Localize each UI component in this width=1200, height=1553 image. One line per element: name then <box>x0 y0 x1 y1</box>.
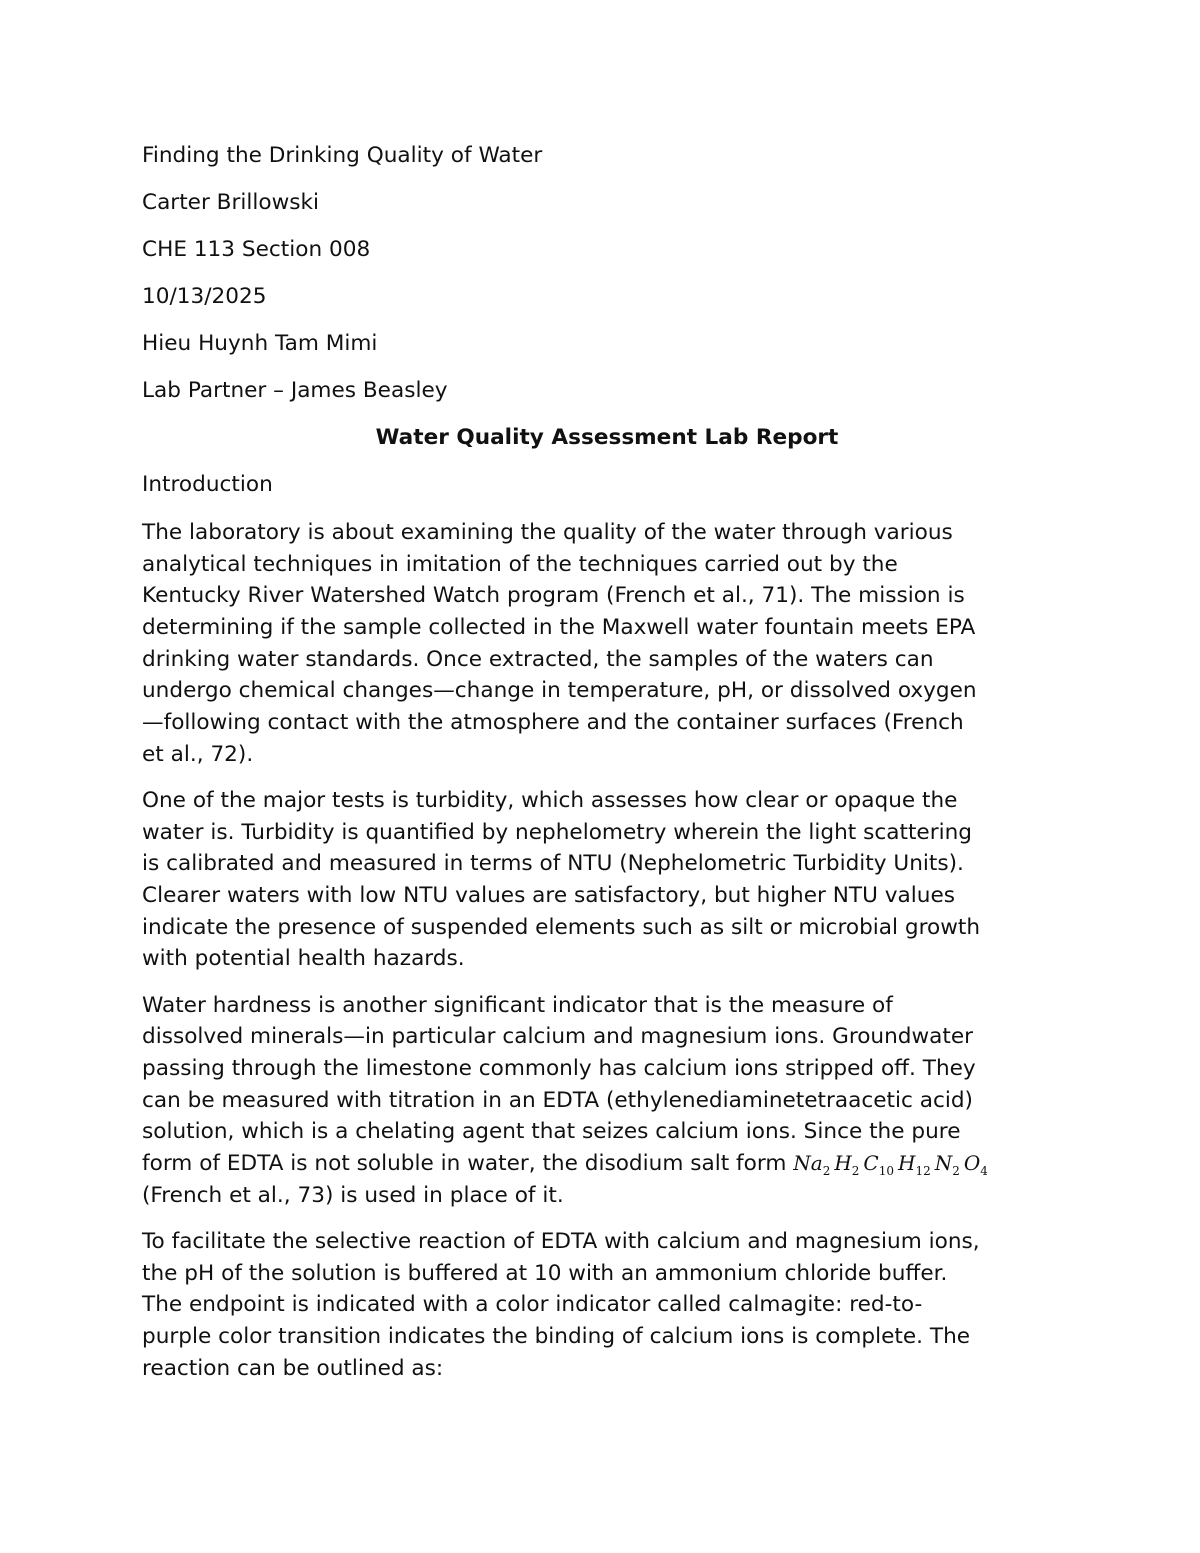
text-line: One of the major tests is turbidity, which assesses how clear or opaque the <box>142 788 958 813</box>
text-line: undergo chemical changes—change in temperature, pH, or dissolved oxygen <box>142 678 977 704</box>
text-line: purple color transition indicates the binding of calcium ions is complete. The <box>142 1324 971 1349</box>
text-line: is calibrated and measured in terms of NTU (Nephelometric Turbidity Units). <box>142 851 964 877</box>
formula-subscript: 10 <box>878 1164 895 1179</box>
text-line: with potential health hazards. <box>142 946 465 972</box>
formula-element: $O_4$ <box>963 1151 988 1179</box>
document-page <box>142 141 1072 1399</box>
section-heading: Introduction <box>142 472 273 497</box>
paragraph <box>142 785 1072 975</box>
paragraph <box>142 1226 1072 1384</box>
formula-element: $C_{10}$ <box>863 1151 895 1179</box>
text-line: the pH of the solution is buffered at 10 with an ammonium chloride buffer. <box>142 1260 948 1286</box>
report-name: Finding the Drinking Quality of Water <box>142 143 543 168</box>
paragraph <box>142 517 1072 771</box>
text-line: form of EDTA is not soluble in water, the disodium salt form $Na_2$ $H_2$ $C_{10}$ $H_{12}$ $N_2$ $O_4$ <box>142 1148 1072 1180</box>
text-line: —following contact with the atmosphere and the container surfaces (French <box>142 710 964 736</box>
formula-subscript: 2 <box>851 1164 860 1179</box>
author: Carter Brillowski <box>142 190 319 215</box>
lab-partner: Lab Partner – James Beasley <box>142 378 448 403</box>
text-line: water is. Turbidity is quantified by nephelometry wherein the light scattering <box>142 819 972 845</box>
text-line: dissolved minerals—in particular calcium and magnesium ions. Groundwater <box>142 1024 974 1050</box>
formula-element: $H_2$ <box>834 1151 860 1179</box>
text-line: To facilitate the selective reaction of EDTA with calcium and magnesium ions, <box>142 1228 980 1254</box>
formula-element: $Na_2$ <box>793 1151 831 1179</box>
text-line: Water hardness is another significant indicator that is the measure of <box>142 992 893 1018</box>
text-line: Clearer waters with low NTU values are satisfactory, but higher NTU values <box>142 883 956 909</box>
text-line: drinking water standards. Once extracted, the samples of the waters can <box>142 646 934 672</box>
text-line: (French et al., 73) is used in place of it. <box>142 1182 564 1208</box>
formula-subscript: 4 <box>980 1164 988 1179</box>
text-line: indicate the presence of suspended elements such as silt or microbial growth <box>142 914 981 940</box>
formula-subscript: 12 <box>915 1164 931 1179</box>
text-line: et al., 72). <box>142 741 254 767</box>
header-block <box>142 141 1072 423</box>
body-text <box>142 517 1072 1384</box>
instructor: Hieu Huynh Tam Mimi <box>142 331 378 356</box>
formula-element: $H_{12}$ <box>898 1151 931 1179</box>
text-line: can be measured with titration in an EDTA (ethylenediaminetetraacetic acid) <box>142 1087 973 1113</box>
text-line: Kentucky River Watershed Watch program (French et al., 71). The mission is <box>142 583 965 609</box>
course: CHE 113 Section 008 <box>142 237 371 262</box>
text-line: passing through the limestone commonly has calcium ions stripped off. They <box>142 1056 976 1081</box>
page-title: Water Quality Assessment Lab Report <box>375 425 839 450</box>
text-line: determining if the sample collected in the Maxwell water fountain meets EPA <box>142 615 976 641</box>
text-line: solution, which is a chelating agent that seizes calcium ions. Since the pure <box>142 1119 961 1145</box>
paragraph <box>142 990 1072 1212</box>
text-line: The laboratory is about examining the quality of the water through various <box>142 520 953 545</box>
text-line: The endpoint is indicated with a color indicator called calmagite: red-to- <box>142 1292 923 1318</box>
formula-subscript: 2 <box>822 1164 831 1179</box>
formula-subscript: 2 <box>952 1164 960 1179</box>
date: 10/13/2025 <box>142 284 267 309</box>
text-line: analytical techniques in imitation of the techniques carried out by the <box>142 551 898 577</box>
chemical-formula <box>793 1151 992 1179</box>
formula-element: $N_2$ <box>934 1151 960 1179</box>
text-line: reaction can be outlined as: <box>142 1355 444 1381</box>
